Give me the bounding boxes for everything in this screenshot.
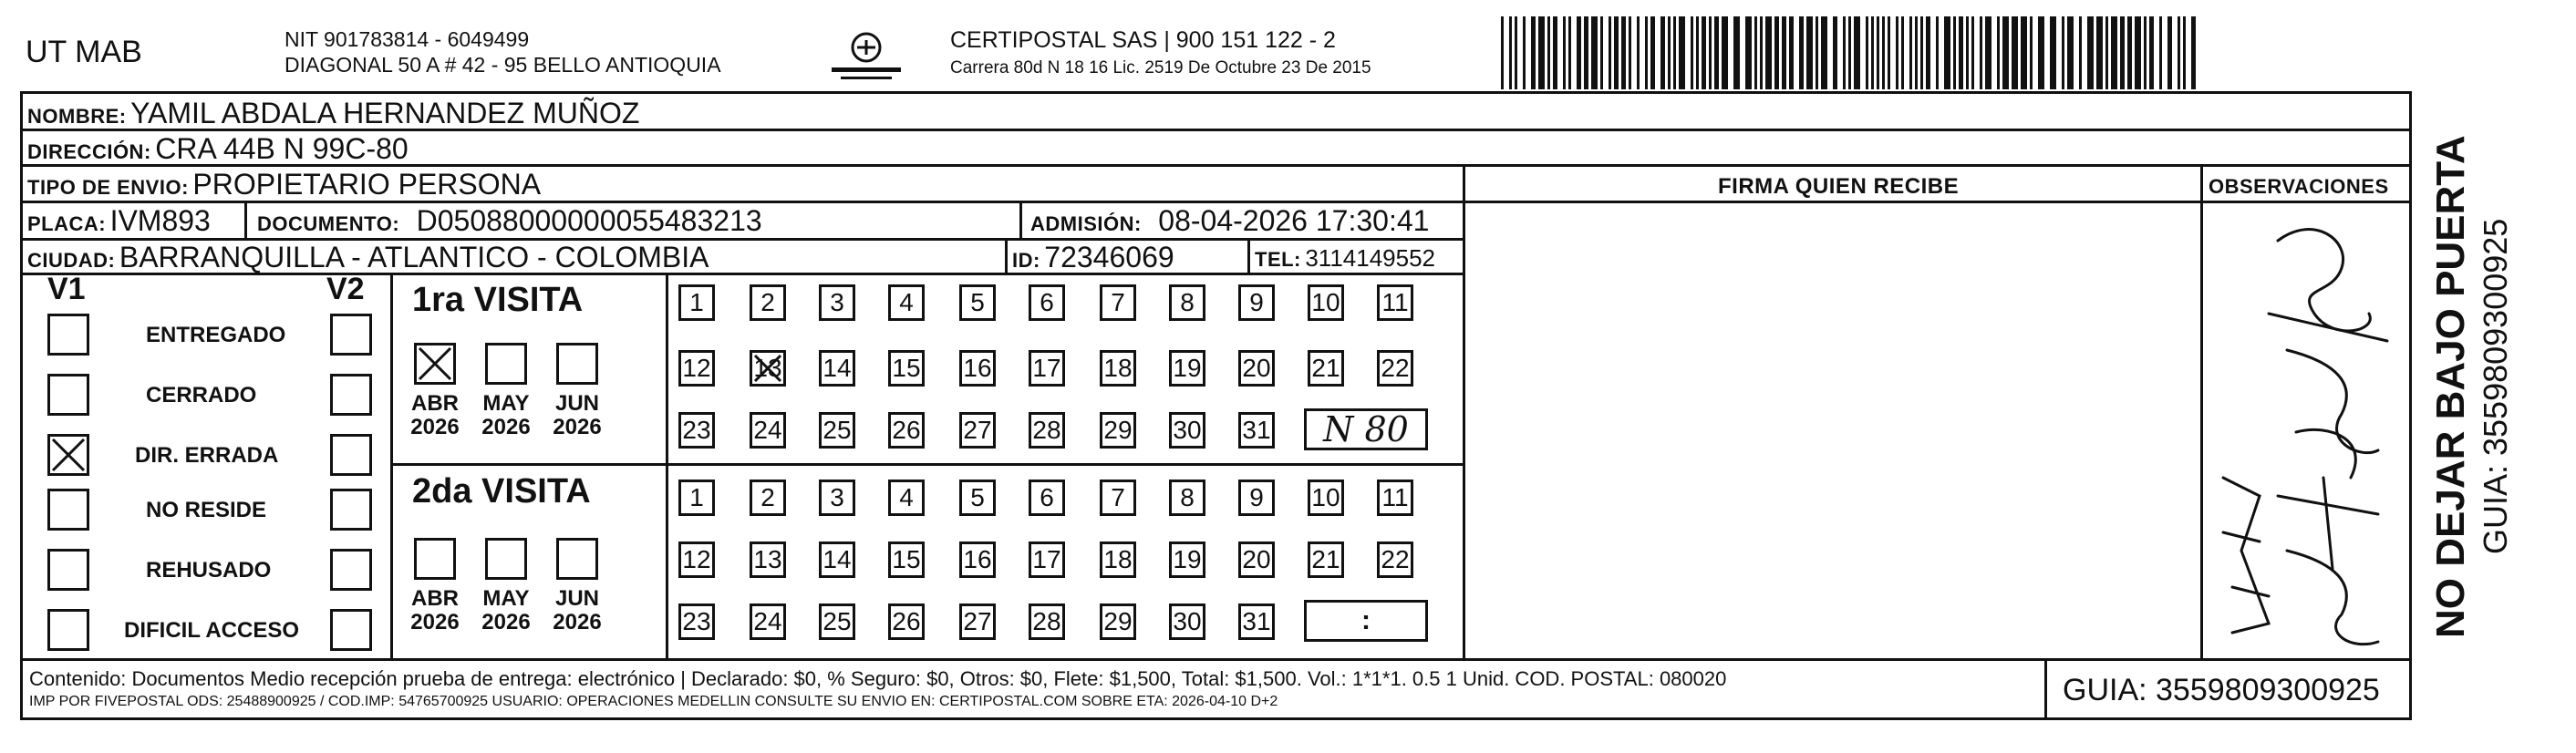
side-guia: GUIA: 3559809300925 — [2477, 218, 2514, 554]
day-box[interactable] — [678, 480, 715, 516]
day-number: 1 — [689, 483, 704, 511]
month-label: ABR — [411, 391, 459, 416]
day-number: 7 — [1111, 288, 1125, 316]
day-number: 8 — [1180, 288, 1195, 316]
name-label: NOMBRE: — [27, 105, 127, 128]
day-box[interactable] — [1169, 542, 1205, 578]
day-box[interactable] — [1029, 542, 1065, 578]
day-number: 2 — [760, 288, 775, 316]
day-box[interactable] — [1100, 284, 1136, 321]
day-box[interactable] — [750, 603, 786, 640]
visit2-title: 2da VISITA — [412, 472, 591, 511]
month-year: 2026 — [481, 415, 531, 439]
status-v1-checkbox[interactable] — [47, 609, 89, 651]
day-number: 4 — [899, 483, 914, 511]
status-v2-checkbox[interactable] — [330, 434, 372, 476]
day-number: 26 — [892, 607, 921, 635]
month-checkbox[interactable] — [485, 343, 527, 385]
day-number: 30 — [1173, 607, 1202, 635]
day-box[interactable] — [1029, 480, 1065, 516]
visit1-time-box[interactable] — [1304, 408, 1428, 450]
day-number: 23 — [682, 416, 711, 444]
month-label: ABR — [411, 586, 459, 611]
v1-label: V1 — [47, 272, 86, 306]
day-box[interactable] — [678, 542, 715, 578]
document-label: DOCUMENTO: — [257, 212, 400, 235]
day-box[interactable] — [678, 284, 715, 321]
status-label: NO RESIDE — [146, 498, 267, 522]
day-box[interactable] — [750, 284, 786, 321]
day-number: 16 — [963, 545, 992, 573]
day-number: 17 — [1032, 354, 1061, 382]
day-box[interactable] — [1100, 412, 1136, 449]
day-box[interactable] — [888, 284, 925, 321]
signature-label: FIRMA QUIEN RECIBE — [1718, 174, 1960, 199]
day-box[interactable] — [1169, 350, 1205, 387]
admission-label: ADMISIÓN: — [1030, 212, 1142, 235]
plate-label: PLACA: — [27, 212, 107, 235]
day-box[interactable] — [1238, 412, 1275, 449]
day-box[interactable] — [1029, 412, 1065, 449]
day-box[interactable] — [1029, 603, 1065, 640]
day-number: 21 — [1311, 545, 1340, 573]
carrier-name: CERTIPOSTAL SAS | 900 151 122 - 2 — [950, 27, 1336, 53]
day-box[interactable] — [678, 412, 715, 449]
day-box[interactable] — [819, 350, 855, 387]
day-box[interactable] — [1308, 542, 1344, 578]
day-number: 21 — [1311, 354, 1340, 382]
month-label: JUN — [554, 586, 599, 611]
month-checkbox[interactable] — [556, 343, 598, 385]
carrier-license: Carrera 80d N 18 16 Lic. 2519 De Octubre 23 De 2015 — [950, 58, 1371, 77]
day-number: 8 — [1180, 483, 1195, 511]
day-number: 29 — [1103, 416, 1133, 444]
day-box[interactable] — [1169, 480, 1205, 516]
day-number: 22 — [1381, 545, 1410, 573]
check-mark-icon — [49, 436, 88, 474]
day-number: 16 — [963, 354, 992, 382]
day-box[interactable] — [888, 350, 925, 387]
day-number: 18 — [1103, 545, 1133, 573]
day-box[interactable] — [959, 284, 996, 321]
check-mark-icon — [751, 352, 784, 385]
status-v2-checkbox[interactable] — [330, 489, 372, 531]
day-number: 5 — [970, 483, 985, 511]
status-v2-checkbox[interactable] — [330, 609, 372, 651]
day-number: 15 — [892, 354, 921, 382]
month-checkbox[interactable] — [414, 538, 456, 580]
v2-label: V2 — [326, 272, 365, 306]
barcode — [1501, 16, 2203, 89]
day-number: 30 — [1173, 416, 1202, 444]
day-box[interactable] — [678, 603, 715, 640]
day-number: 27 — [963, 607, 992, 635]
day-number: 29 — [1103, 607, 1133, 635]
day-box[interactable] — [1169, 284, 1205, 321]
day-number: 11 — [1381, 483, 1409, 511]
month-year: 2026 — [481, 610, 531, 634]
footer-print-info: IMP POR FIVEPOSTAL ODS: 25488900925 / COD.IMP: 54765700925 USUARIO: OPERACIONES MEDELLIN CONSULTE SU ENVIO EN: CERTIPOSTAL.COM SOBRE ETA: 2026-04-10 D+2 — [29, 694, 1278, 709]
observations-label: OBSERVACIONES — [2209, 175, 2389, 198]
day-number: 31 — [1242, 416, 1271, 444]
day-number: 18 — [1103, 354, 1133, 382]
month-year: 2026 — [410, 415, 460, 439]
day-number: 31 — [1242, 607, 1271, 635]
day-number: 27 — [963, 416, 992, 444]
day-number: 28 — [1032, 416, 1061, 444]
certipostal-logo — [824, 31, 908, 86]
month-year: 2026 — [553, 415, 602, 439]
day-number: 11 — [1381, 288, 1409, 316]
month-year: 2026 — [410, 610, 460, 634]
day-box[interactable] — [888, 480, 925, 516]
day-number: 6 — [1040, 483, 1054, 511]
name-value: YAMIL ABDALA HERNANDEZ MUÑOZ — [130, 97, 640, 129]
company-nit: NIT 901783814 - 6049499 — [284, 27, 530, 51]
status-label: ENTREGADO — [146, 323, 286, 347]
day-number: 15 — [892, 545, 921, 573]
day-box[interactable] — [1100, 542, 1136, 578]
day-box[interactable] — [1377, 542, 1413, 578]
month-checkbox[interactable] — [556, 538, 598, 580]
day-box[interactable] — [1029, 350, 1065, 387]
day-box[interactable] — [750, 412, 786, 449]
day-number: 2 — [760, 483, 775, 511]
month-label: JUN — [554, 391, 599, 416]
day-number: 25 — [822, 416, 852, 444]
tel-label: TEL: — [1255, 248, 1301, 271]
day-box[interactable] — [750, 542, 786, 578]
day-box[interactable] — [1238, 480, 1275, 516]
visit1-time-value: N 80 — [1323, 409, 1409, 449]
day-box[interactable] — [819, 412, 855, 449]
footer-guia: GUIA: 3559809300925 — [2063, 673, 2380, 707]
footer-content: Contenido: Documentos Medio recepción prueba de entrega: electrónico | Declarado: $0, % Seguro: $0, Otros: $0, Flete: $1,500, Total: $1,500. Vol.: 1*1*1. 0.5 1 Unid. COD. POSTAL: 080020 — [29, 667, 1727, 690]
day-box[interactable] — [819, 480, 855, 516]
day-box[interactable] — [959, 603, 996, 640]
address-label: DIRECCIÓN: — [27, 140, 151, 163]
day-number: 20 — [1242, 354, 1271, 382]
day-box[interactable] — [1308, 480, 1344, 516]
city-label: CIUDAD: — [27, 249, 116, 272]
day-number: 28 — [1032, 607, 1061, 635]
day-number: 24 — [753, 607, 782, 635]
day-box[interactable] — [750, 480, 786, 516]
city-value: BARRANQUILLA - ATLANTICO - COLOMBIA — [119, 241, 709, 273]
day-box[interactable] — [959, 542, 996, 578]
visit2-time-box[interactable] — [1304, 600, 1428, 642]
status-v2-checkbox[interactable] — [330, 549, 372, 591]
status-v2-checkbox[interactable] — [330, 374, 372, 416]
address-value: CRA 44B N 99C-80 — [155, 132, 409, 165]
day-number: 3 — [830, 288, 844, 316]
day-box[interactable] — [1377, 284, 1413, 321]
day-number: 20 — [1242, 545, 1271, 573]
visit1-title: 1ra VISITA — [412, 281, 584, 319]
day-box[interactable] — [959, 412, 996, 449]
status-label: REHUSADO — [146, 558, 272, 583]
day-number: 9 — [1249, 483, 1264, 511]
id-value: 72346069 — [1044, 241, 1174, 273]
check-mark-icon — [416, 345, 454, 383]
day-number: 19 — [1173, 545, 1202, 573]
company-name: UT MAB — [26, 35, 142, 69]
status-v2-checkbox[interactable] — [330, 314, 372, 356]
day-box[interactable] — [1238, 284, 1275, 321]
day-box[interactable] — [1377, 480, 1413, 516]
status-v1-checkbox[interactable] — [47, 549, 89, 591]
day-number: 12 — [682, 545, 711, 573]
visit2-time-value: : — [1361, 605, 1371, 635]
status-label: CERRADO — [146, 383, 257, 407]
day-number: 6 — [1040, 288, 1054, 316]
document-value: D05088000000055483213 — [416, 204, 762, 237]
day-number: 7 — [1111, 483, 1125, 511]
day-box[interactable] — [1100, 603, 1136, 640]
day-box[interactable] — [678, 350, 715, 387]
status-v1-checkbox[interactable] — [47, 374, 89, 416]
day-number: 24 — [753, 416, 782, 444]
day-box[interactable] — [819, 284, 855, 321]
day-number: 13 — [753, 545, 782, 573]
day-box[interactable] — [1377, 350, 1413, 387]
day-number: 14 — [822, 354, 852, 382]
day-box[interactable] — [819, 542, 855, 578]
admission-value: 08-04-2026 17:30:41 — [1158, 204, 1430, 237]
day-box[interactable] — [1238, 603, 1275, 640]
day-box[interactable] — [1238, 542, 1275, 578]
day-box[interactable] — [1029, 284, 1065, 321]
day-box[interactable] — [1308, 284, 1344, 321]
id-label: ID: — [1012, 249, 1040, 272]
day-number: 23 — [682, 607, 711, 635]
status-label: DIR. ERRADA — [135, 443, 279, 468]
day-box[interactable] — [959, 350, 996, 387]
type-value: PROPIETARIO PERSONA — [192, 168, 542, 201]
day-number: 3 — [830, 483, 844, 511]
day-number: 13 — [753, 354, 782, 382]
day-number: 26 — [892, 416, 921, 444]
day-box[interactable] — [1100, 350, 1136, 387]
day-number: 12 — [682, 354, 711, 382]
month-checkbox[interactable] — [485, 538, 527, 580]
month-label: MAY — [482, 586, 530, 611]
day-number: 14 — [822, 545, 852, 573]
day-number: 22 — [1381, 354, 1410, 382]
tel-value: 3114149552 — [1305, 244, 1436, 272]
status-v1-checkbox[interactable] — [47, 314, 89, 356]
day-number: 4 — [899, 288, 914, 316]
day-box[interactable] — [959, 480, 996, 516]
status-label: DIFICIL ACCESO — [124, 618, 300, 643]
day-number: 10 — [1311, 483, 1340, 511]
day-number: 9 — [1249, 288, 1264, 316]
plate-value: IVM893 — [109, 204, 211, 237]
day-number: 5 — [970, 288, 985, 316]
day-box[interactable] — [1169, 412, 1205, 449]
day-box[interactable] — [888, 542, 925, 578]
handwritten-observation — [2205, 204, 2407, 658]
day-number: 1 — [689, 288, 704, 316]
month-year: 2026 — [553, 610, 602, 634]
day-box[interactable] — [888, 412, 925, 449]
day-box[interactable] — [1238, 350, 1275, 387]
status-v1-checkbox[interactable] — [47, 489, 89, 531]
day-box[interactable] — [819, 603, 855, 640]
day-box[interactable] — [1169, 603, 1205, 640]
type-label: TIPO DE ENVIO: — [27, 176, 189, 199]
day-number: 10 — [1311, 288, 1340, 316]
day-number: 17 — [1032, 545, 1061, 573]
company-address: DIAGONAL 50 A # 42 - 95 BELLO ANTIOQUIA — [284, 53, 721, 77]
side-warning: NO DEJAR BAJO PUERTA — [2428, 135, 2473, 638]
day-number: 25 — [822, 607, 852, 635]
day-box[interactable] — [1308, 350, 1344, 387]
day-box[interactable] — [1100, 480, 1136, 516]
day-number: 19 — [1173, 354, 1202, 382]
month-label: MAY — [482, 391, 530, 416]
day-box[interactable] — [888, 603, 925, 640]
